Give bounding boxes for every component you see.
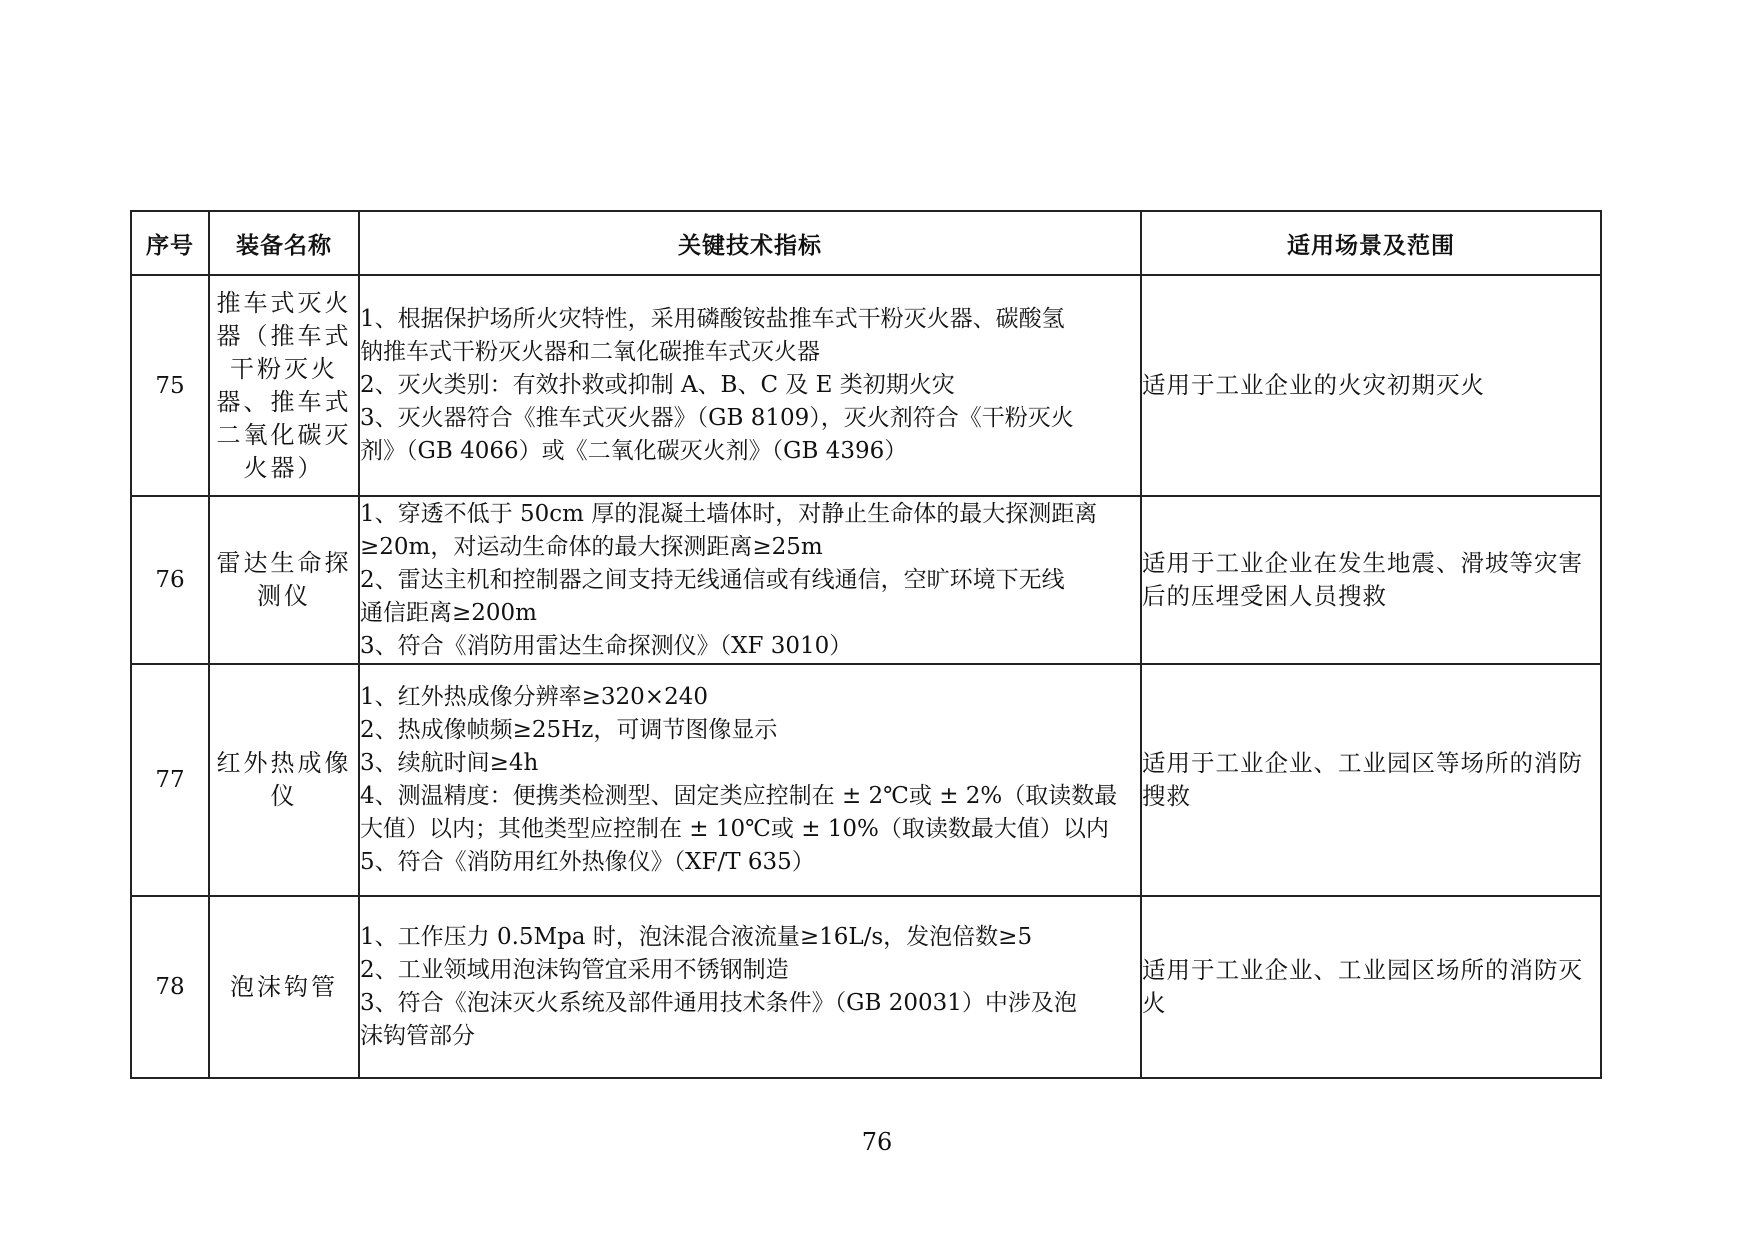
table-header-row: [131, 211, 1601, 275]
row-index: 75: [131, 275, 209, 496]
spec-line: 1、工作压力 0.5Mpa 时，泡沫混合液流量≥16L/s，发泡倍数≥5: [360, 924, 1033, 950]
spec-line: 沫钩管部分: [360, 1023, 475, 1049]
equipment-name: 雷达生命探测仪: [209, 496, 359, 664]
spec-line: 3、灭火器符合《推车式灭火器》（GB 8109），灭火剂符合《干粉灭火: [360, 405, 1074, 431]
row-index: 77: [131, 664, 209, 896]
spec-line: 5、符合《消防用红外热像仪》（XF/T 635）: [360, 849, 815, 875]
header-scope: 适用场景及范围: [1141, 211, 1601, 275]
spec-line: 2、雷达主机和控制器之间支持无线通信或有线通信，空旷环境下无线: [360, 566, 1065, 593]
spec-cell: [359, 275, 1141, 496]
scope-cell: [1141, 496, 1601, 664]
spec-line: 大值）以内；其他类型应控制在 ± 10℃或 ± 10%（取读数最大值）以内: [360, 816, 1109, 842]
row-index: 78: [131, 896, 209, 1078]
spec-cell: [359, 664, 1141, 896]
spec-line: ≥20m，对运动生命体的最大探测距离≥25m: [360, 533, 823, 560]
scope-text: 适用于工业企业的火灾初期灭火: [1142, 371, 1485, 399]
spec-line: 3、续航时间≥4h: [360, 750, 539, 776]
spec-line: 3、符合《消防用雷达生命探测仪》（XF 3010）: [360, 632, 853, 659]
spec-line: 剂》（GB 4066）或《二氧化碳灭火剂》（GB 4396）: [360, 438, 908, 464]
scope-text: 适用于工业企业、工业园区场所的消防灭火: [1142, 956, 1583, 1017]
spec-line: 2、热成像帧频≥25Hz，可调节图像显示: [360, 717, 778, 743]
spec-line: 4、测温精度：便携类检测型、固定类应控制在 ± 2℃或 ± 2%（取读数最: [360, 783, 1118, 809]
scope-cell: [1141, 896, 1601, 1078]
header-name: 装备名称: [209, 211, 359, 275]
table-row: [131, 496, 1601, 664]
spec-line: 3、符合《泡沫灭火系统及部件通用技术条件》（GB 20031）中涉及泡: [360, 990, 1077, 1016]
header-index: 序号: [131, 211, 209, 275]
spec-line: 2、工业领域用泡沫钩管宜采用不锈钢制造: [360, 957, 789, 983]
scope-text: 适用于工业企业、工业园区等场所的消防搜救: [1142, 749, 1583, 810]
scope-text: 适用于工业企业在发生地震、滑坡等灾害后的压埋受困人员搜救: [1142, 549, 1583, 610]
spec-line: 2、灭火类别：有效扑救或抑制 A、B、C 及 E 类初期火灾: [360, 372, 955, 398]
spec-line: 通信距离≥200m: [360, 599, 537, 626]
spec-line: 1、穿透不低于 50cm 厚的混凝土墙体时，对静止生命体的最大探测距离: [360, 500, 1098, 527]
spec-line: 钠推车式干粉灭火器和二氧化碳推车式灭火器: [360, 339, 820, 365]
scope-cell: [1141, 275, 1601, 496]
spec-line: 1、根据保护场所火灾特性，采用磷酸铵盐推车式干粉灭火器、碳酸氢: [360, 306, 1065, 332]
table-row: [131, 664, 1601, 896]
equipment-name: 泡沫钩管: [209, 896, 359, 1078]
spec-cell: [359, 896, 1141, 1078]
header-spec: 关键技术指标: [359, 211, 1141, 275]
spec-line: 1、红外热成像分辨率≥320×240: [360, 684, 708, 710]
row-index: 76: [131, 496, 209, 664]
page-number: 76: [861, 1128, 893, 1156]
table-row: [131, 275, 1601, 496]
table-row: [131, 896, 1601, 1078]
equipment-name: 红外热成像仪: [209, 664, 359, 896]
equipment-name: 推车式灭火器（推车式干粉灭火器、推车式二氧化碳灭火器）: [209, 275, 359, 496]
spec-cell: [359, 496, 1141, 664]
equipment-spec-table: [130, 210, 1602, 1079]
scope-cell: [1141, 664, 1601, 896]
